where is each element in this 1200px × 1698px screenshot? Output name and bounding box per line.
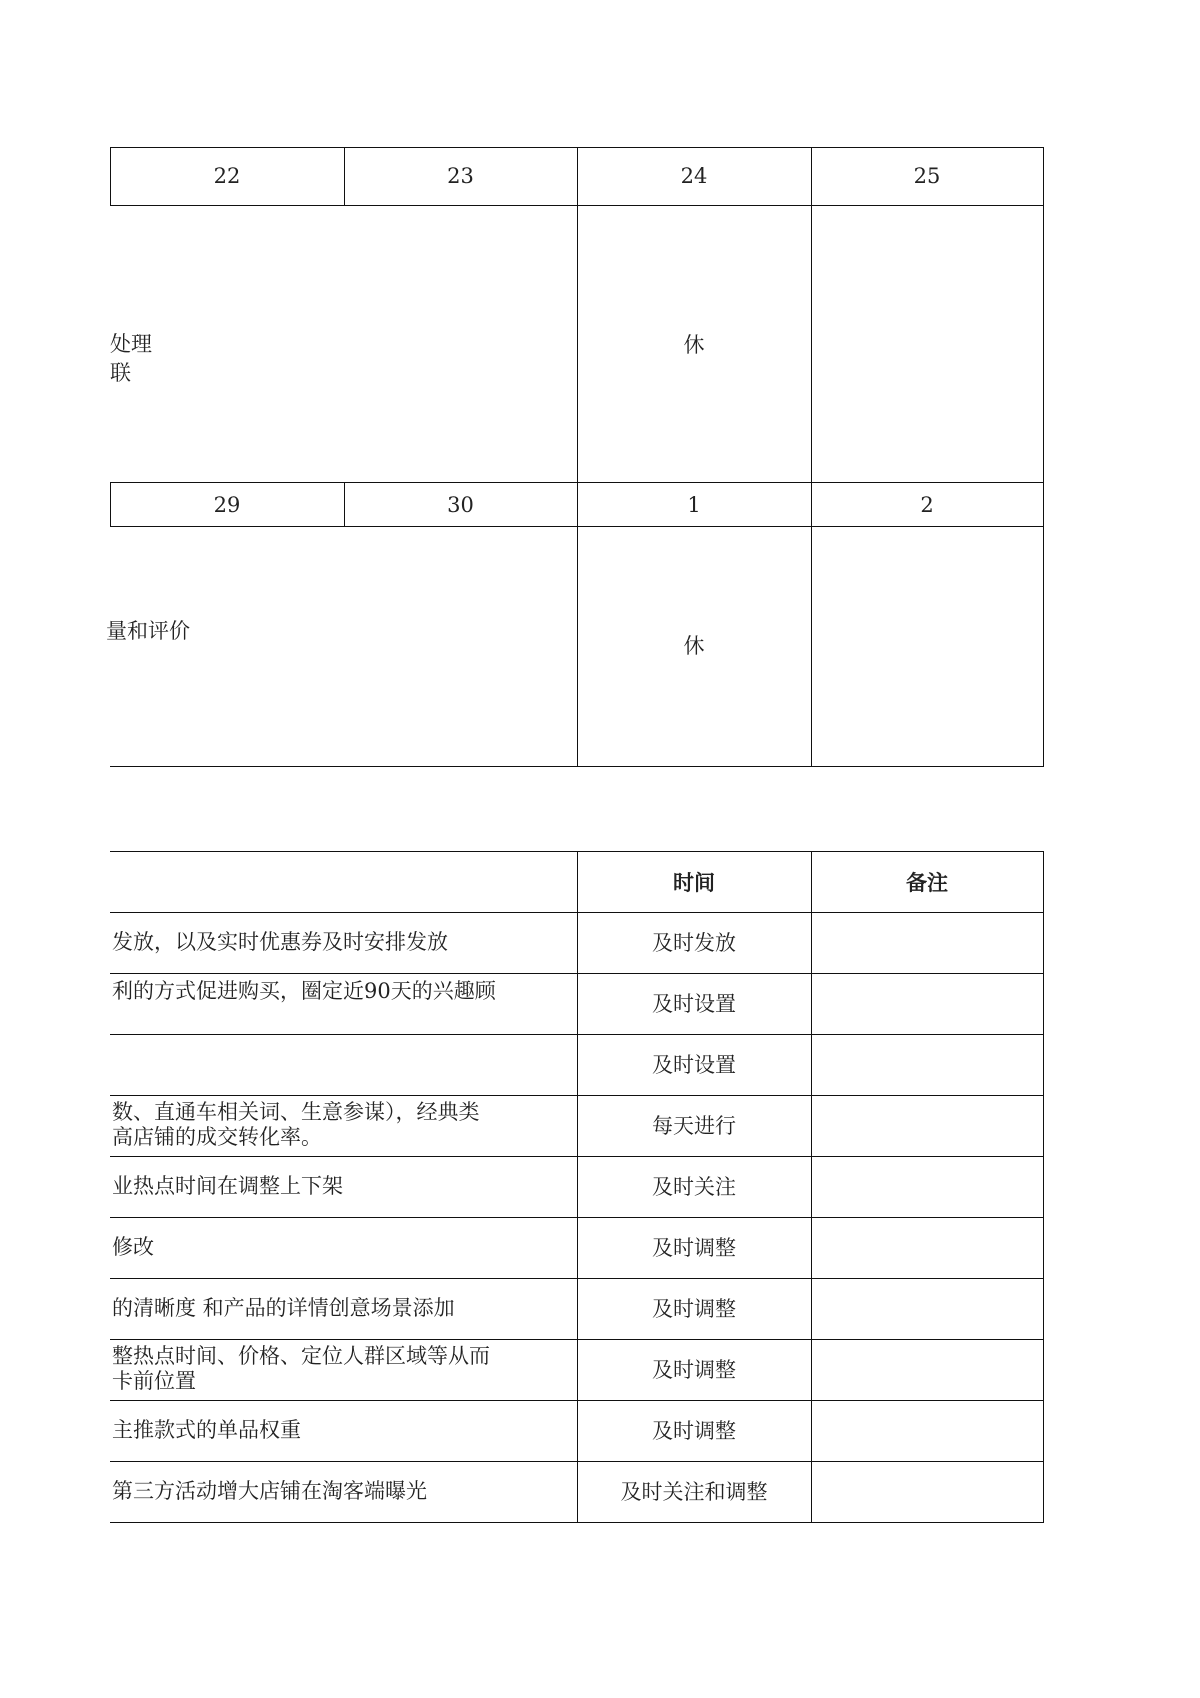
day-22: 22	[213, 164, 241, 188]
task-fragment: 量和评价	[106, 619, 190, 643]
row-divider	[110, 1522, 1044, 1523]
rest-label: 休	[683, 333, 705, 357]
row-divider	[110, 973, 1044, 974]
row-content: 发放，以及实时优惠券及时安排发放	[112, 930, 448, 954]
header-note: 备注	[906, 871, 948, 895]
row-content: 修改	[112, 1235, 154, 1259]
row-time: 每天进行	[652, 1114, 736, 1138]
row-time: 及时设置	[652, 992, 736, 1016]
row-content: 业热点时间在调整上下架	[112, 1174, 343, 1198]
row-divider	[110, 1278, 1044, 1279]
row-divider	[110, 1217, 1044, 1218]
row-time: 及时设置	[652, 1053, 736, 1077]
day-2: 2	[920, 493, 934, 517]
row-content: 整热点时间、价格、定位人群区域等从而	[112, 1344, 490, 1368]
row-divider	[110, 1156, 1044, 1157]
day-24: 24	[680, 164, 708, 188]
row-time: 及时发放	[652, 931, 736, 955]
task-fragment: 处理	[110, 332, 152, 356]
row-divider	[110, 1095, 1044, 1096]
row-divider	[110, 1461, 1044, 1462]
row-content-line2: 高店铺的成交转化率。	[112, 1125, 322, 1149]
day-30: 30	[447, 493, 474, 517]
day-29: 29	[213, 493, 241, 517]
task-fragment: 联	[110, 361, 131, 385]
row-time: 及时调整	[652, 1358, 736, 1382]
row-content: 的清晰度 和产品的详情创意场景添加	[112, 1296, 455, 1320]
day-23: 23	[447, 164, 474, 188]
day-25: 25	[913, 164, 941, 188]
header-time: 时间	[673, 871, 715, 895]
row-time: 及时关注	[652, 1175, 736, 1199]
row-time: 及时调整	[652, 1419, 736, 1443]
row-time: 及时调整	[652, 1236, 736, 1260]
row-content: 数、直通车相关词、生意参谋），经典类	[112, 1100, 480, 1124]
day-1: 1	[687, 493, 701, 517]
rest-label: 休	[683, 634, 705, 658]
row-divider	[110, 1400, 1044, 1401]
row-content: 主推款式的单品权重	[112, 1418, 301, 1442]
row-time: 及时关注和调整	[620, 1480, 768, 1504]
row-divider	[110, 1339, 1044, 1340]
row-content-line2: 卡前位置	[112, 1369, 196, 1393]
row-content: 利的方式促进购买，圈定近90天的兴趣顾	[112, 979, 496, 1003]
row-content: 第三方活动增大店铺在淘客端曝光	[112, 1479, 427, 1503]
row-divider	[110, 1034, 1044, 1035]
row-time: 及时调整	[652, 1297, 736, 1321]
